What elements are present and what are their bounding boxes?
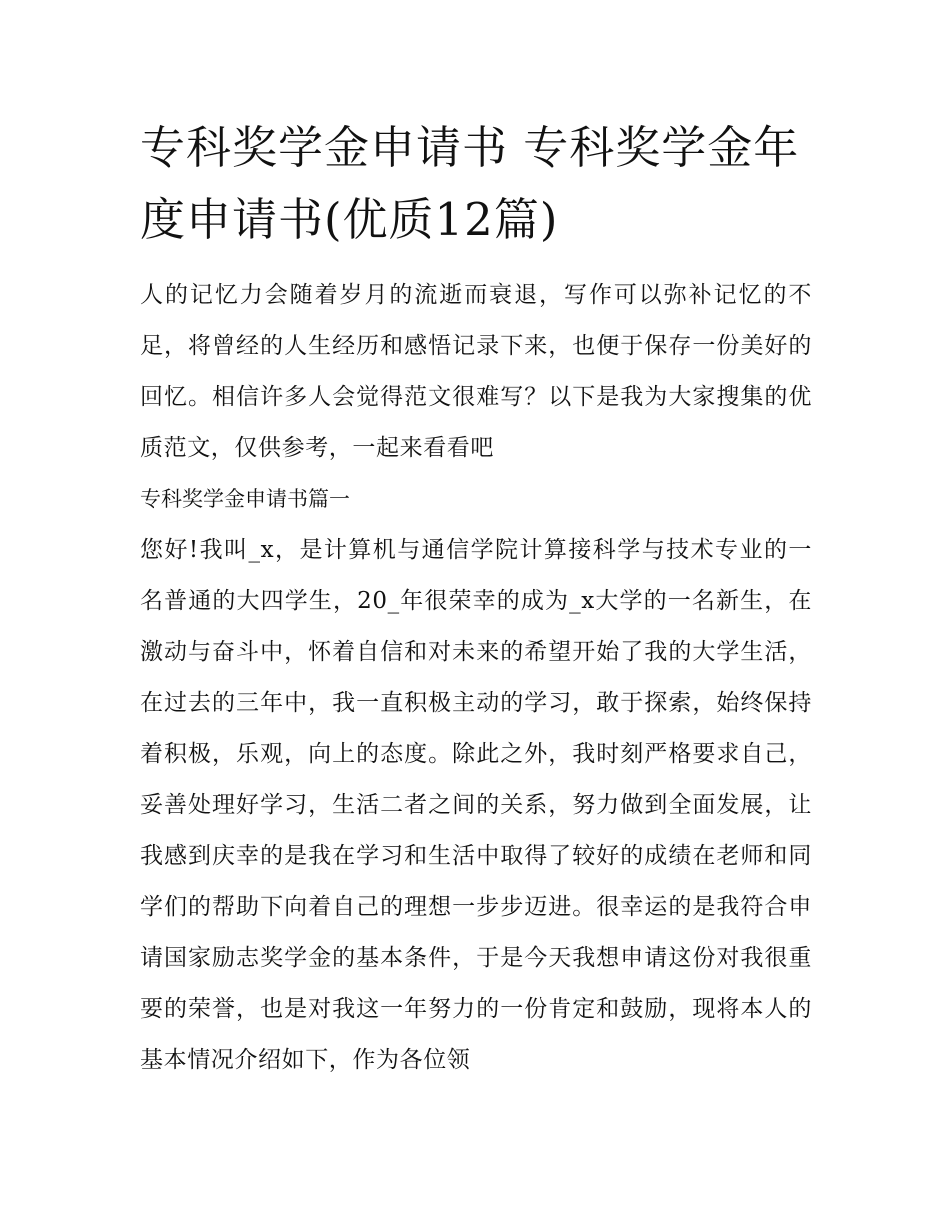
- document-content: [140, 112, 812, 1086]
- section-heading: 专科奖学金申请书篇一: [140, 487, 350, 511]
- body-paragraph: 您好!我叫_x，是计算机与通信学院计算接科学与技术专业的一名普通的大四学生，20_年很荣幸的成为_x大学的一名新生，在激动与奋斗中，怀着自信和对未来的希望开始了我的大学生活，在过去的三年中，我一直积极主动的学习，敢于探索，始终保持着积极，乐观，向上的态度。除此之外，我时刻严格要求自己，妥善处理好学习，生活二者之间的关系，努力做到全面发展，让我感到庆幸的是我在学习和生活中取得了较好的成绩在老师和同学们的帮助下向着自己的理想一步步迈进。很幸运的是我符合申请国家励志奖学金的基本条件，于是今天我想申请这份对我很重要的荣誉，也是对我这一年努力的一份肯定和鼓励，现将本人的基本情况介绍如下，作为各位领: [140, 537, 812, 1073]
- document-title: 专科奖学金申请书 专科奖学金年度申请书(优质12篇): [140, 121, 800, 246]
- intro-paragraph: 人的记忆力会随着岁月的流逝而衰退，写作可以弥补记忆的不足，将曾经的人生经历和感悟记录下来，也便于保存一份美好的回忆。相信许多人会觉得范文很难写？以下是我为大家搜集的优质范文，仅供参考，一起来看看吧: [140, 282, 812, 461]
